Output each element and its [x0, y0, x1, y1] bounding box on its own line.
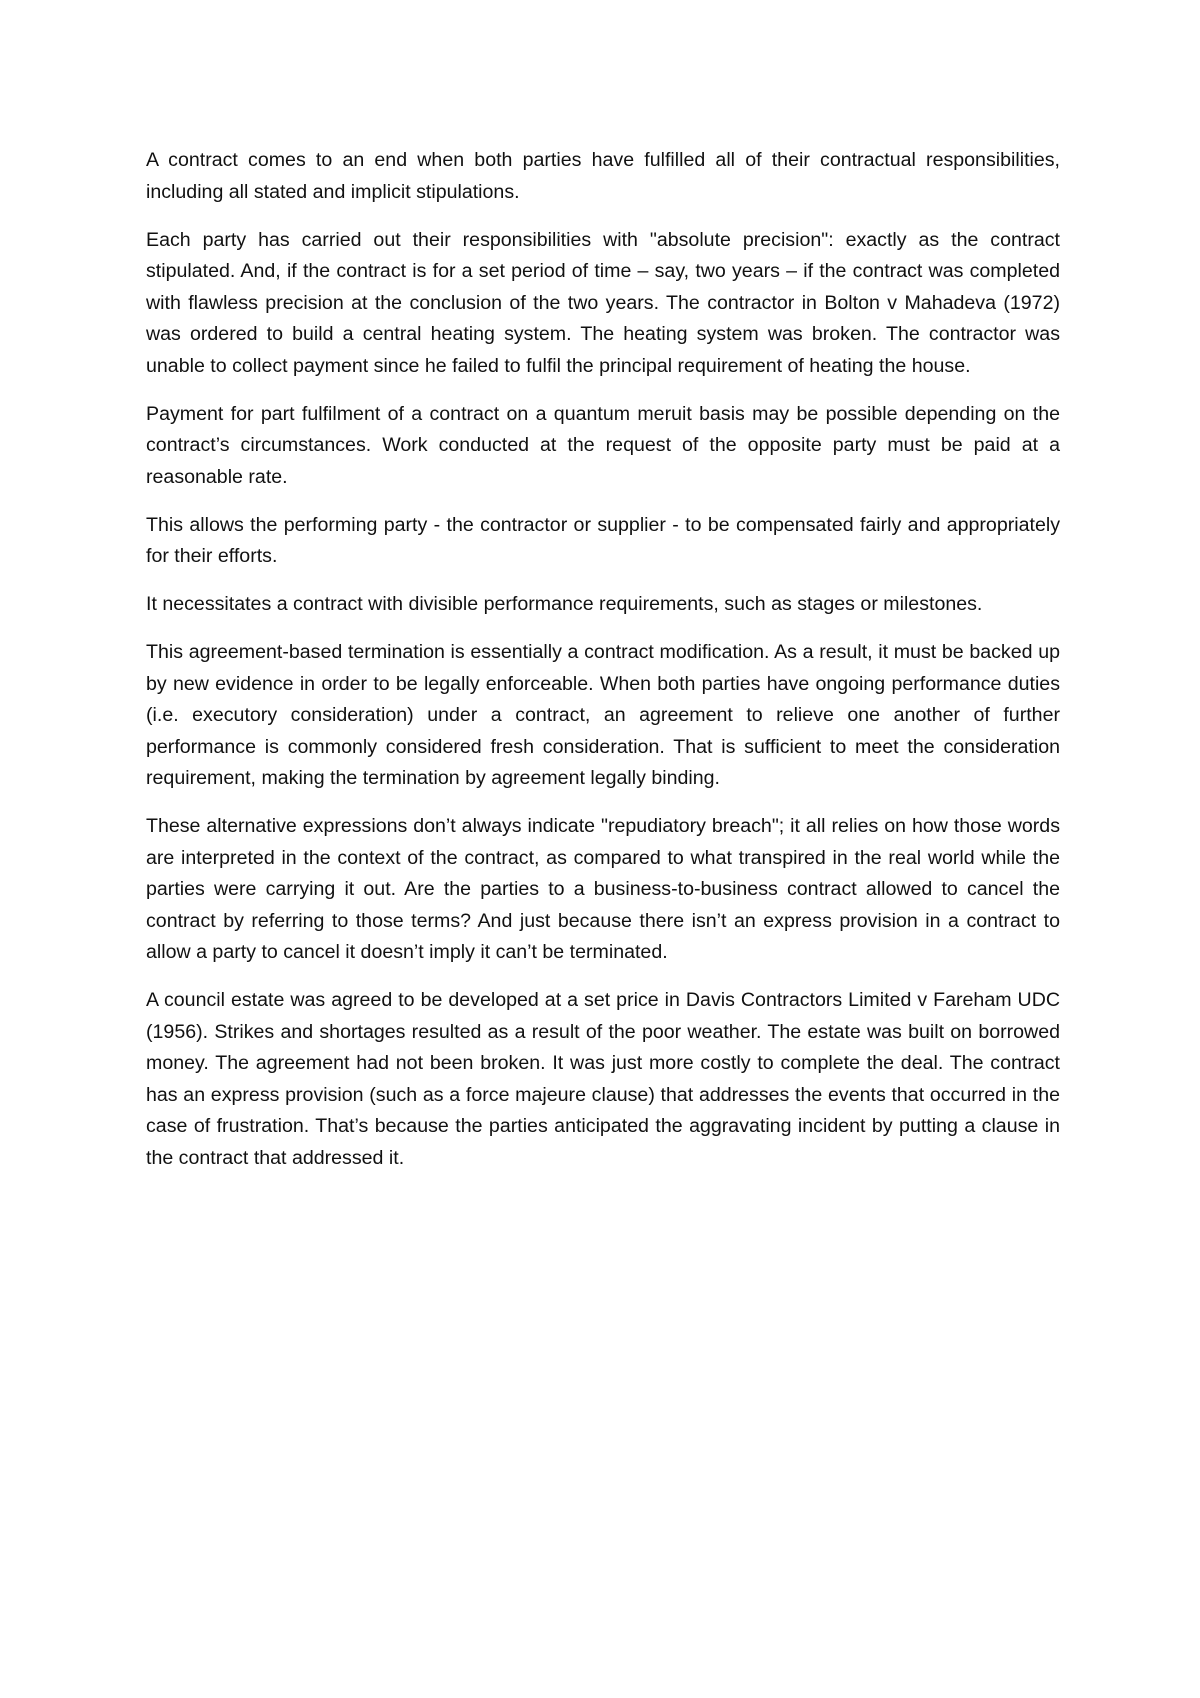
paragraph-termination-by-agreement: This agreement-based termination is essentially a contract modification. As a result, it must be backed up by new evidence in order to be legally enforceable. When both parties have ongoing performance duties (i.e. executory consideration) under a contract, an agreement to relieve one another of further performance is commonly considered fresh consideration. That is sufficient to meet the consideration requirement, making the termination by agreement legally binding. — [146, 641, 1060, 789]
paragraph-repudiatory-breach: These alternative expressions don’t always indicate "repudiatory breach"; it all relies on how those words are interpreted in the context of the contract, as compared to what transpired in the real world while the parties were carrying it out. Are the parties to a business-to-business contract allowed to cancel the contract by referring to those terms? And just because there isn’t an express provision in a contract to allow a party to cancel it doesn’t imply it can’t be terminated. — [146, 815, 1060, 963]
paragraph-divisible-performance: It necessitates a contract with divisible performance requirements, such as stages or milestones. — [146, 593, 983, 615]
paragraph-contract-end: A contract comes to an end when both parties have fulfilled all of their contractual responsibilities, including all stated and implicit stipulations. — [146, 149, 1060, 203]
document-body — [146, 145, 1060, 1191]
paragraph-performing-party: This allows the performing party - the contractor or supplier - to be compensated fairly and appropriately for their efforts. — [146, 513, 1060, 567]
paragraph-frustration-case: A council estate was agreed to be developed at a set price in Davis Contractors Limited v Fareham UDC (1956). Strikes and shortages resulted as a result of the poor weather. The estate was built on borrowed money. The agreement had not been broken. It was just more costly to complete the deal. The contract has an express provision (such as a force majeure clause) that addresses the events that occurred in the case of frustration. That’s because the parties anticipated the aggravating incident by putting a clause in the contract that addressed it. — [146, 989, 1060, 1169]
paragraph-quantum-meruit: Payment for part fulfilment of a contract on a quantum meruit basis may be possible depending on the contract’s circumstances. Work conducted at the request of the opposite party must be paid at a reasonable rate. — [146, 402, 1060, 488]
paragraph-absolute-precision: Each party has carried out their responsibilities with "absolute precision": exactly as the contract stipulated. And, if the contract is for a set period of time – say, two years – if the contract was completed with flawless precision at the conclusion of the two years. The contractor in Bolton v Mahadeva (1972) was ordered to build a central heating system. The heating system was broken. The contractor was unable to collect payment since he failed to fulfil the principal requirement of heating the house. — [146, 228, 1060, 377]
